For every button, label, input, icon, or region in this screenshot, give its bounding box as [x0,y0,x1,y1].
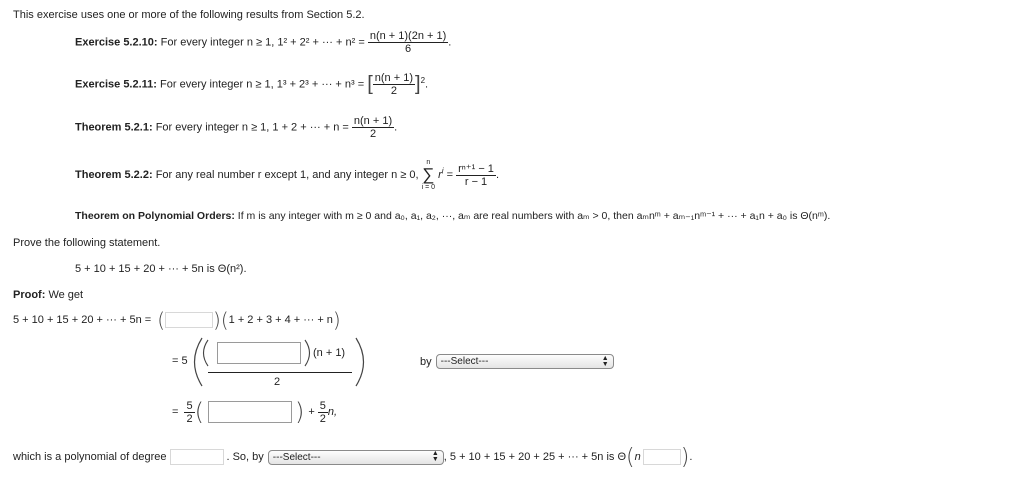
fraction [318,400,328,425]
exponent: 2 [420,75,426,85]
prove-label: Prove the following statement. [13,237,161,249]
exercise-label: Exercise 5.2.11: [75,78,157,91]
statement: 5 + 10 + 15 + 20 + ··· + 5n is Θ(n²). [75,263,247,275]
fraction-numerator: n(n + 1) [374,72,413,84]
fraction [184,400,194,425]
fraction [373,72,415,97]
by-label: by [420,355,432,368]
fraction [456,163,496,188]
fraction-numerator: n(n + 1) [353,115,393,127]
sigma-icon: ∑ [422,165,435,184]
select-value: ---Select--- [440,356,489,367]
proof-we-get: We get [48,289,84,301]
sum-input-2[interactable] [208,401,292,423]
exercise-label: Exercise 5.2.10: [75,36,158,49]
degree-text: which is a polynomial of degree [13,451,167,463]
justification-select[interactable] [436,354,614,369]
proof-line-3: = $\frac{5}{2}$ ( ) + $\frac{5}{2}$ n, [172,398,338,426]
sum-upper-limit: n [426,159,431,166]
theorem-select[interactable] [268,450,444,465]
theorem-label: Theorem 5.2.2: [75,168,153,181]
sum-lower-limit: i = 0 [421,184,436,191]
left-paren-inner-icon [198,339,210,367]
exercise-text: For every integer n ≥ 1, 1² + 2² + ··· + n² = [160,36,365,49]
exercise-5-2-11: Exercise 5.2.11: For every integer n ≥ 1, 1³ + 2³ + ··· + n³ = [ $\frac{n(n + 1)}{2}$ ]$^2$. [75,72,429,97]
right-paren-outer-icon [353,336,373,388]
summation [422,158,435,192]
tail-var: n, [327,406,338,418]
justification-row-1 [420,354,614,369]
fraction [368,30,448,55]
theorem-label: Theorem 5.2.1: [75,121,153,134]
fraction-denominator: 2 [390,85,397,97]
proof-line-1: 5 + 10 + 15 + 20 + ··· + 5n = ( ) ( 1 + 2 + 3 + 4 + ··· + n ) [13,308,341,332]
denominator: 2 [274,376,281,388]
theorem-5-2-2: Theorem 5.2.2: For any real number r except 1, and any integer n ≥ 0, n ∑ i = 0 $r^i$ = $\frac{\text{rⁿ⁺¹ − 1}}{r - 1}$ . [75,159,499,191]
theorem-text: If m is any integer with m ≥ 0 and a₀, a₁, a₂, ···, aₘ are real numbers with aₘ > 0, then aₘnᵐ + aₘ₋₁nᵐ⁻¹ + ··· + a₁n + a₀ is Θ(nᵐ). [237,210,831,222]
theorem-text: For any real number r except 1, and any integer n ≥ 0, [155,168,419,181]
proof-label: Proof: [13,289,46,301]
exercise-5-2-10: Exercise 5.2.10: For every integer n ≥ 1, 1² + 2² + ··· + n² = $\frac{n(n + 1)(2n + 1)}{6}$ . [75,30,452,55]
chevron-updown-icon: ▲ ▼ [431,450,439,463]
theorem-5-2-1: Theorem 5.2.1: For every integer n ≥ 1, 1 + 2 + ··· + n = $\frac{n(n + 1)}{2}$ . [75,115,398,140]
theorem-label: Theorem on Polynomial Orders: [75,210,235,222]
coefficient-input[interactable] [165,312,213,328]
eq-five: = 5 [172,355,188,367]
so-by-text: . So, by [226,451,264,463]
exercise-text: For every integer n ≥ 1, 1³ + 2³ + ··· + n³ = [160,78,365,91]
fraction-numerator: 5 [319,399,326,412]
theorem-polynomial-orders [75,210,830,222]
proof-final-line: which is a polynomial of degree . So, by ---Select--- ▲ ▼ , 5 + 10 + 15 + 20 + 25 + ··· + 5n is Θ ( n ) . [13,444,693,470]
theorem-text: For every integer n ≥ 1, 1 + 2 + ··· + n = [155,121,349,134]
fraction [352,115,394,140]
proof-lhs: 5 + 10 + 15 + 20 + ··· + 5n = [13,314,152,326]
fraction-denominator: 2 [369,128,377,140]
sum-input[interactable] [217,342,301,364]
select-value: ---Select--- [272,451,321,463]
proof-heading [13,289,83,301]
conclusion-text: , 5 + 10 + 15 + 20 + 25 + ··· + 5n is Θ [443,451,627,463]
exponent-input[interactable] [643,449,681,465]
fraction-denominator: r − 1 [464,175,488,188]
sum-tail: 1 + 2 + 3 + 4 + ··· + n [228,314,333,326]
fraction-numerator: 5 [186,399,193,412]
fraction-denominator: 2 [186,412,193,425]
mult-term: (n + 1) [313,347,346,359]
chevron-updown-icon: ▲ ▼ [601,354,609,368]
fraction-numerator: rⁿ⁺¹ − 1 [458,162,494,175]
fraction-numerator: n(n + 1)(2n + 1) [369,30,447,42]
fraction-denominator: 6 [404,43,412,55]
theta-var: n [634,451,641,463]
intro-text: This exercise uses one or more of the following results from Section 5.2. [13,9,365,21]
fraction-denominator: 2 [319,412,326,425]
degree-input[interactable] [170,449,224,465]
